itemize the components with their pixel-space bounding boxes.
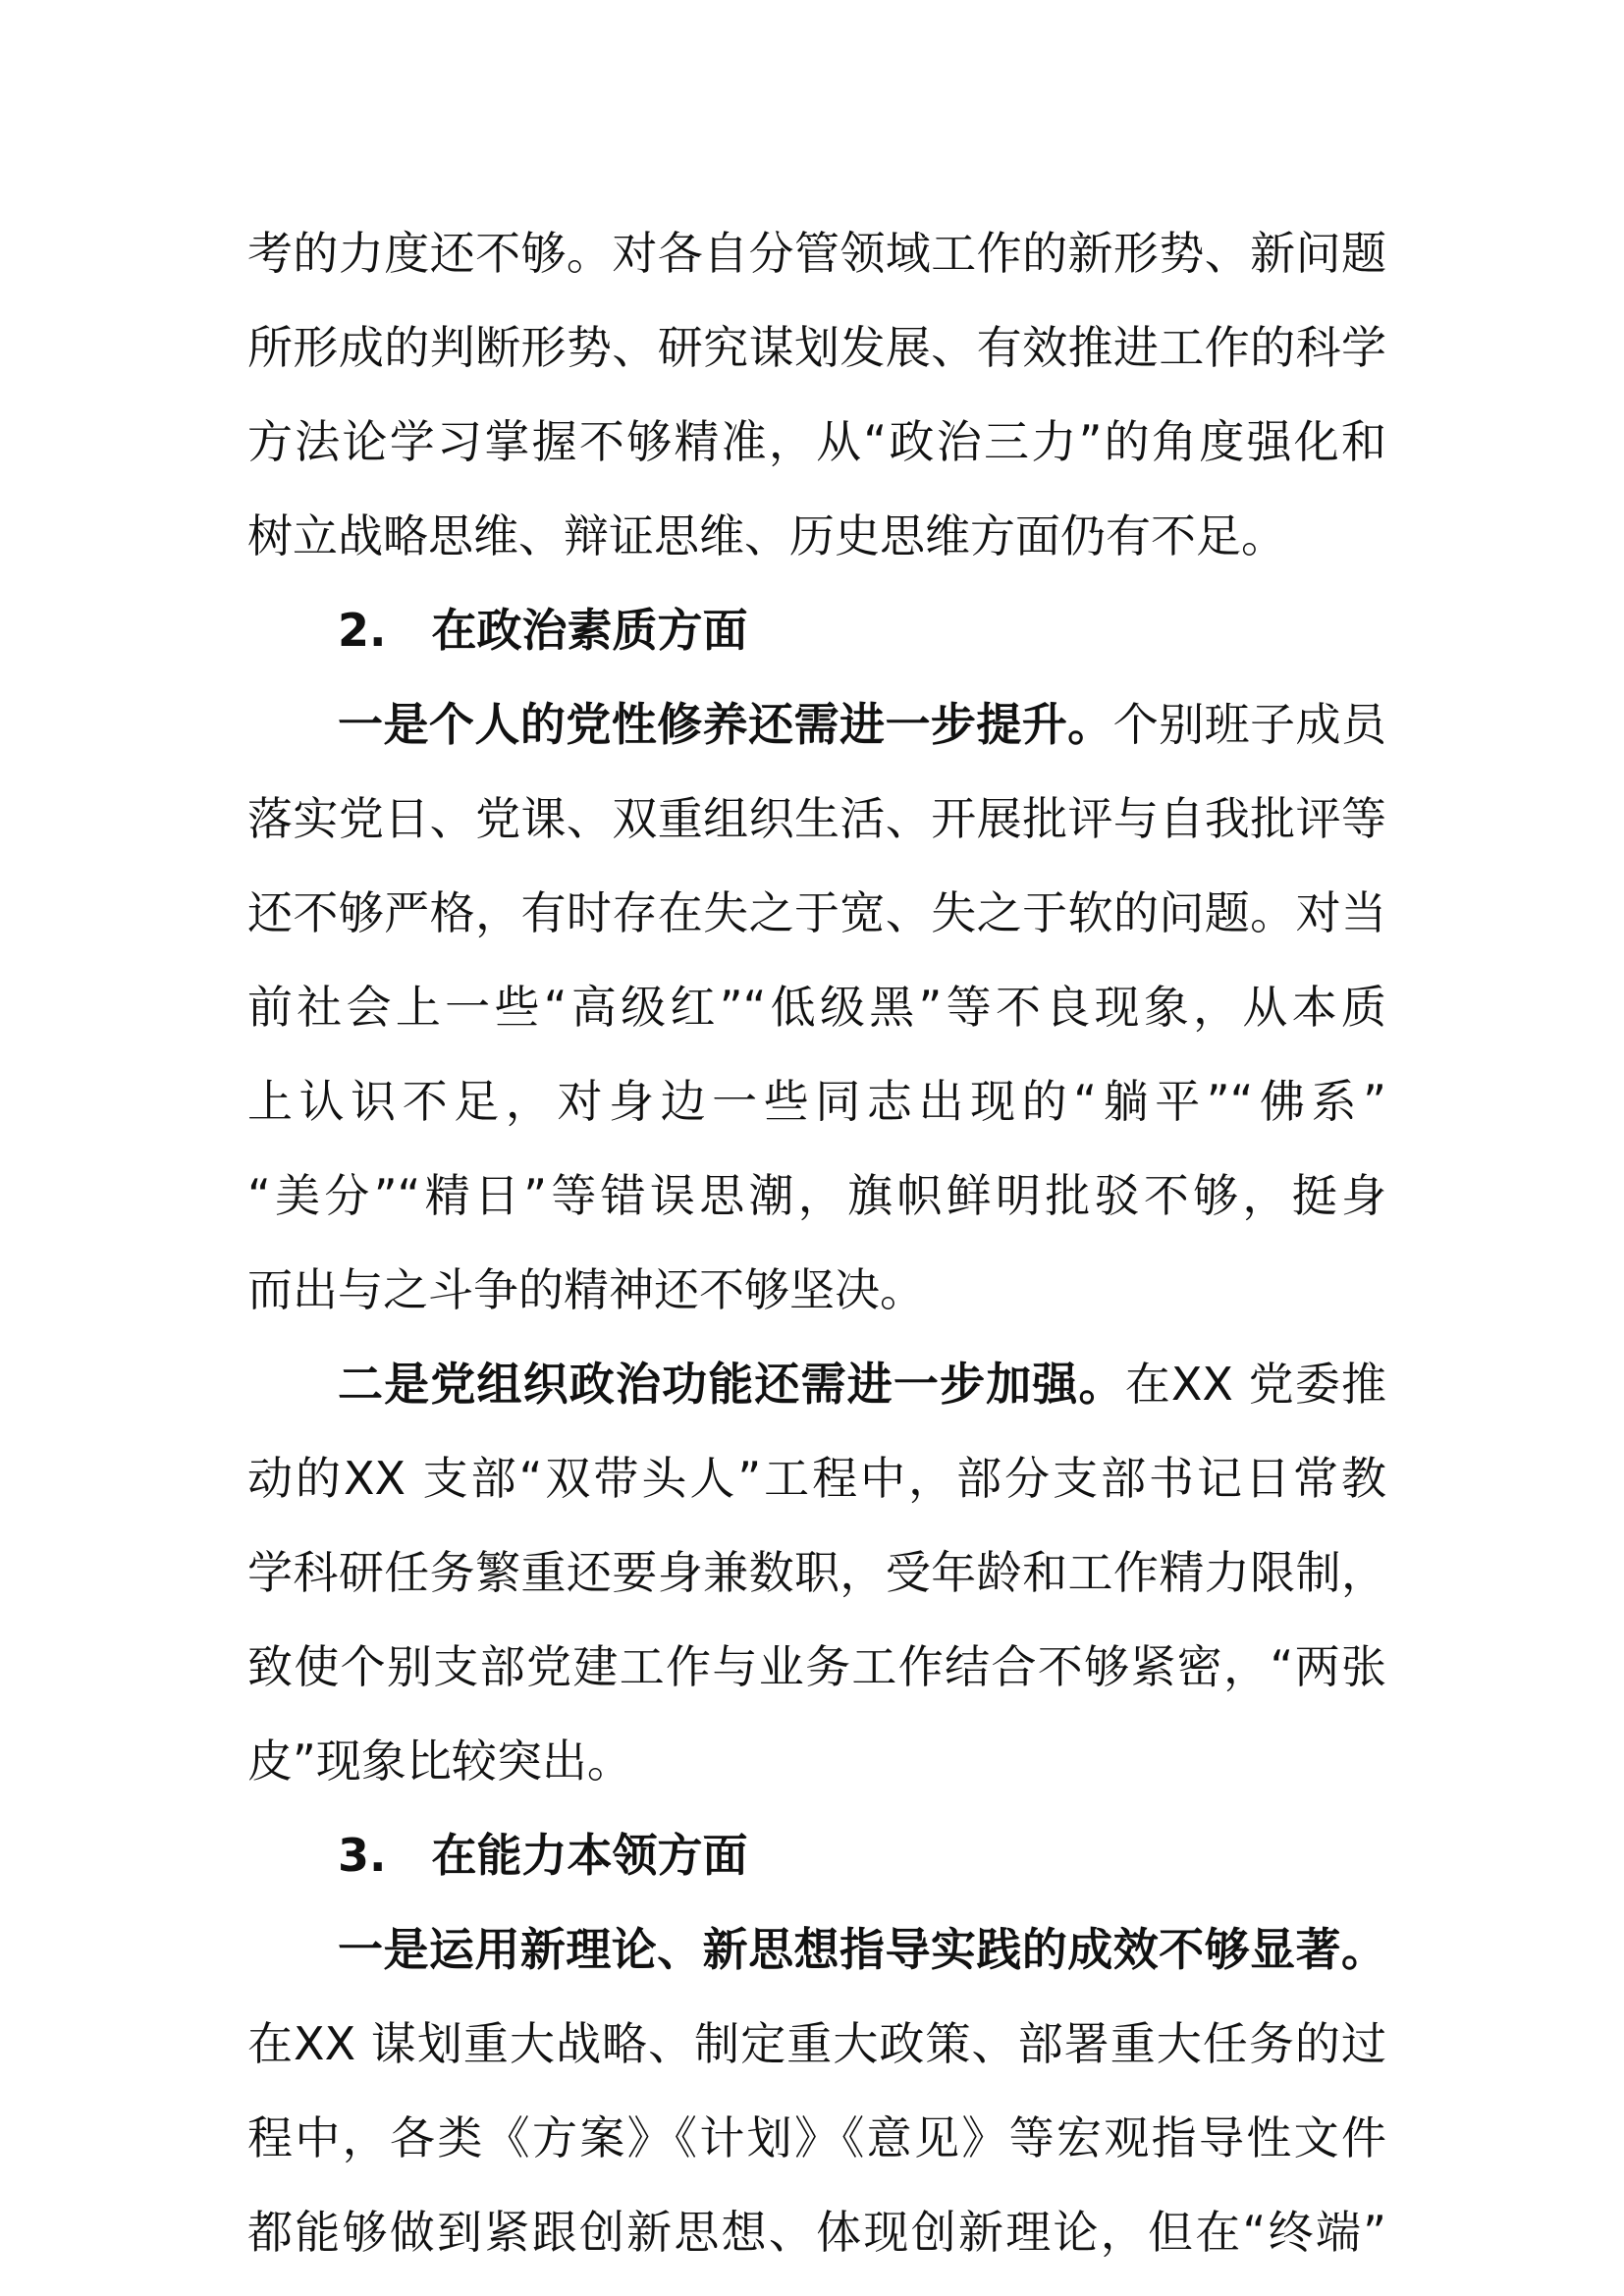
- text-line: [247, 1243, 1386, 1337]
- line-text: 还不够严格，有时存在失之于宽、失之于软的问题。对当: [247, 886, 1386, 939]
- heading-text: 2. 在政治素质方面: [338, 604, 748, 657]
- paragraph-lead-line: [247, 677, 1386, 772]
- text-line: [247, 2185, 1386, 2279]
- text-line: [247, 1431, 1386, 1525]
- line-text: 皮”现象比较突出。: [247, 1735, 632, 1788]
- text-line: [247, 1714, 1386, 1808]
- paragraph-lead-line: [247, 1902, 1386, 1997]
- line-text: 方法论学习掌握不够精准，从“政治三力”的角度强化和: [247, 415, 1386, 468]
- text-line: [247, 395, 1386, 489]
- line-text: 动的XX 支部“双带头人”工程中，部分支部书记日常教: [247, 1452, 1386, 1505]
- line-text: 所形成的判断形势、研究谋划发展、有效推进工作的科学: [247, 321, 1386, 374]
- line-text: 上认识不足，对身边一些同志出现的“躺平”“佛系”: [247, 1075, 1386, 1128]
- section-heading: [247, 1808, 1386, 1902]
- paragraph-lead-line: [247, 1337, 1386, 1431]
- text-line: [247, 772, 1386, 866]
- text-line: [247, 960, 1386, 1054]
- line-text: 前社会上一些“高级红”“低级黑”等不良现象，从本质: [247, 981, 1386, 1034]
- text-line: [247, 866, 1386, 960]
- text-line: [247, 1997, 1386, 2091]
- line-text: 而出与之斗争的精神还不够坚决。: [247, 1263, 925, 1316]
- line-text: 程中，各类《方案》《计划》《意见》等宏观指导性文件: [247, 2111, 1386, 2164]
- line-text: “美分”“精日”等错误思潮，旗帜鲜明批驳不够，挺身: [247, 1169, 1386, 1222]
- line-text: 致使个别支部党建工作与业务工作结合不够紧密，“两张: [247, 1640, 1386, 1693]
- text-line: [247, 1620, 1386, 1714]
- text-line: [247, 2091, 1386, 2185]
- line-text: 都能够做到紧跟创新思想、体现创新理论，但在“终端”: [247, 2206, 1386, 2259]
- text-line: [247, 206, 1386, 300]
- line-text: 落实党日、党课、双重组织生活、开展批评与自我批评等: [247, 792, 1386, 845]
- bold-lead: 一是个人的党性修养还需进一步提升。: [338, 698, 1113, 751]
- section-heading: [247, 583, 1386, 677]
- bold-lead: 二是党组织政治功能还需进一步加强。: [338, 1358, 1125, 1411]
- bold-lead: 一是运用新理论、新思想指导实践的成效不够显著。: [338, 1923, 1386, 1976]
- line-text: 学科研任务繁重还要身兼数职，受年龄和工作精力限制，: [247, 1546, 1386, 1599]
- line-text: 个别班子成员: [1112, 698, 1387, 751]
- heading-text: 3. 在能力本领方面: [338, 1829, 748, 1882]
- text-line: [247, 489, 1386, 583]
- text-line: [247, 1054, 1386, 1148]
- line-text: 在XX 谋划重大战略、制定重大政策、部署重大任务的过: [247, 2017, 1386, 2070]
- body-text: [247, 206, 1386, 2279]
- text-line: [247, 1148, 1386, 1243]
- line-text: 在XX 党委推: [1124, 1358, 1387, 1411]
- text-line: [247, 300, 1386, 395]
- text-line: [247, 1525, 1386, 1620]
- line-text: 考的力度还不够。对各自分管领域工作的新形势、新问题: [247, 227, 1386, 280]
- line-text: 树立战略思维、辩证思维、历史思维方面仍有不足。: [247, 509, 1286, 562]
